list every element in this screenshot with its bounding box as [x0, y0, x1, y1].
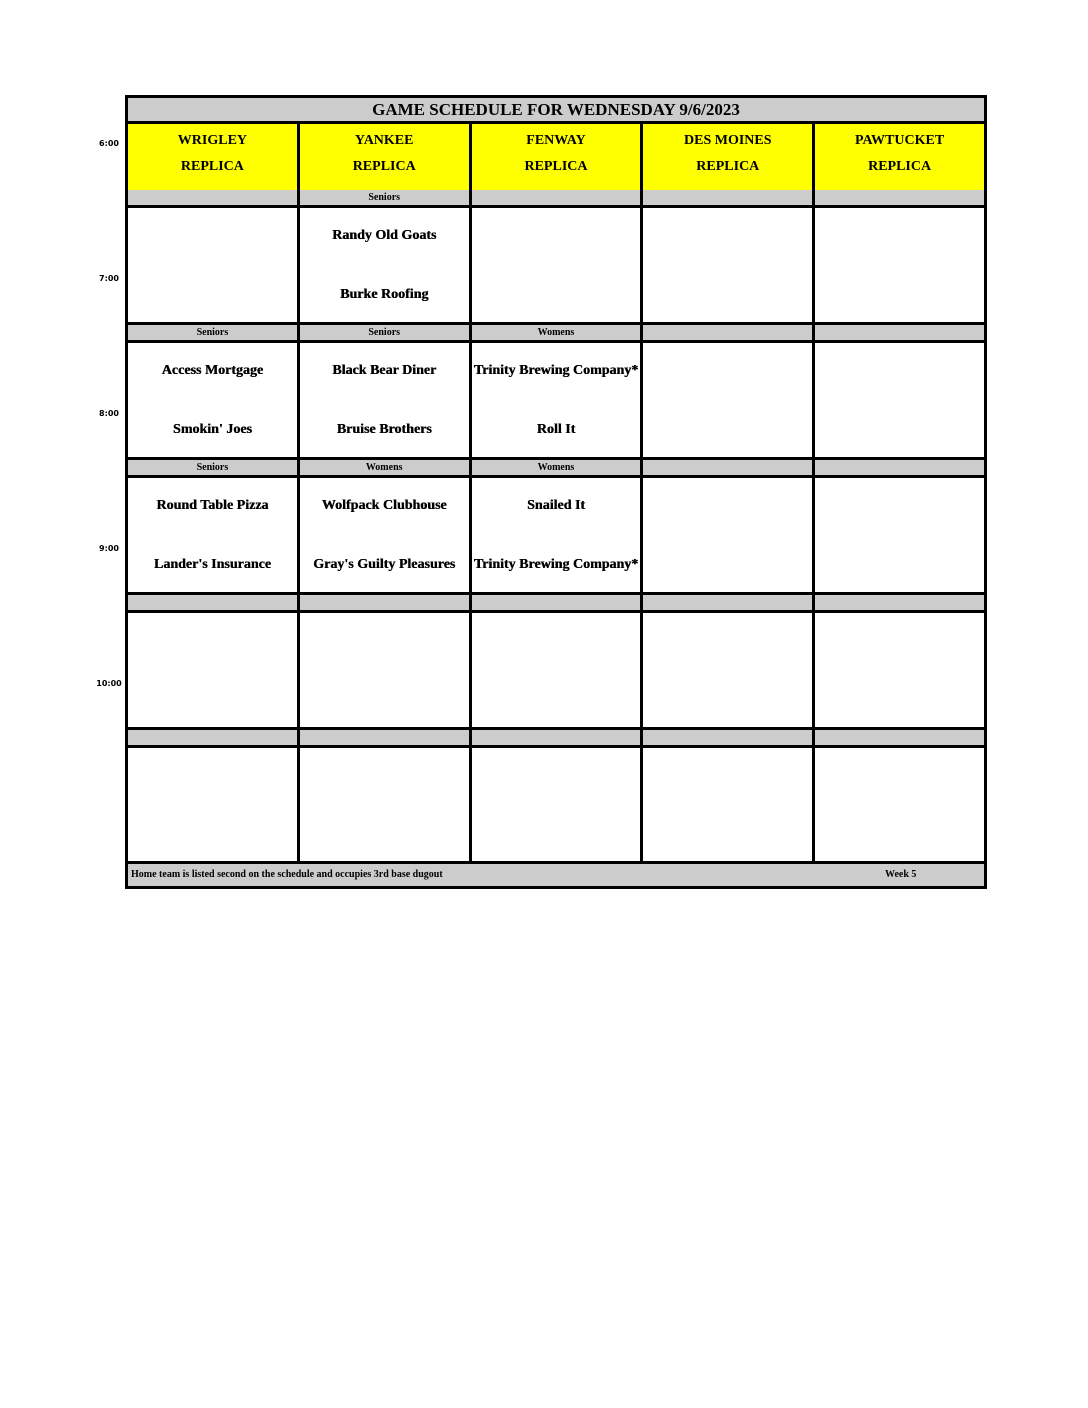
division-label: Seniors — [300, 190, 472, 205]
game-cell — [472, 343, 644, 457]
division-label — [815, 325, 984, 340]
game-cell — [643, 208, 815, 322]
home-team: Lander's Insurance — [153, 557, 271, 572]
game-cell — [815, 343, 984, 457]
field-header-row — [128, 124, 984, 193]
game-cell — [472, 748, 644, 862]
field-header-fenway — [472, 124, 644, 190]
game-cell — [300, 343, 472, 457]
division-row — [128, 595, 984, 613]
game-cell — [815, 748, 984, 862]
division-label — [815, 595, 984, 610]
division-label — [643, 190, 815, 205]
field-name: YANKEE — [354, 133, 414, 148]
away-team: Access Mortgage — [161, 363, 264, 378]
division-label: Seniors — [300, 325, 472, 340]
field-header-pawtucket — [815, 124, 984, 190]
time-label: 6:00 — [99, 139, 119, 148]
time-label: 7:00 — [99, 274, 119, 283]
field-name: FENWAY — [526, 133, 586, 148]
game-cell — [643, 478, 815, 592]
game-schedule-table — [125, 95, 987, 889]
game-row — [128, 343, 984, 460]
division-label: Womens — [300, 460, 472, 475]
division-label — [815, 460, 984, 475]
division-label: Womens — [472, 460, 644, 475]
division-row — [128, 190, 984, 208]
home-team: Trinity Brewing Company* — [473, 557, 639, 572]
game-cell — [472, 613, 644, 727]
game-row — [128, 748, 984, 865]
game-cell — [472, 478, 644, 592]
away-team: Randy Old Goats — [332, 228, 437, 243]
division-label: Seniors — [128, 460, 300, 475]
division-label — [643, 595, 815, 610]
home-team: Gray's Guilty Pleasures — [313, 557, 456, 572]
field-header-yankee — [300, 124, 472, 190]
game-row — [128, 613, 984, 730]
division-label: Womens — [472, 325, 644, 340]
division-row — [128, 730, 984, 748]
game-cell — [300, 478, 472, 592]
game-cell — [300, 748, 472, 862]
division-row — [128, 325, 984, 343]
field-subtitle: REPLICA — [524, 159, 588, 174]
division-label — [643, 730, 815, 745]
week-label: Week 5 — [885, 869, 917, 880]
home-team: Burke Roofing — [340, 287, 429, 302]
division-label — [815, 730, 984, 745]
game-cell — [643, 343, 815, 457]
home-team: Roll It — [536, 422, 576, 437]
field-subtitle: REPLICA — [696, 159, 760, 174]
time-label: 9:00 — [99, 544, 119, 553]
division-label — [472, 730, 644, 745]
schedule-title: GAME SCHEDULE FOR WEDNESDAY 9/6/2023 — [128, 98, 984, 124]
time-slot-block — [128, 190, 984, 325]
game-cell — [815, 613, 984, 727]
division-label — [643, 325, 815, 340]
division-label — [643, 460, 815, 475]
home-team: Bruise Brothers — [336, 422, 432, 437]
game-cell — [815, 478, 984, 592]
game-cell — [128, 208, 300, 322]
field-subtitle: REPLICA — [868, 159, 932, 174]
game-cell — [128, 343, 300, 457]
field-subtitle: REPLICA — [352, 159, 416, 174]
away-team: Snailed It — [527, 498, 585, 513]
division-label — [300, 595, 472, 610]
division-label — [128, 730, 300, 745]
home-team-note: Home team is listed second on the schedule and occupies 3rd base dugout — [131, 869, 443, 880]
game-row — [128, 478, 984, 595]
time-slot-block — [128, 460, 984, 595]
field-subtitle: REPLICA — [180, 159, 244, 174]
field-name: PAWTUCKET — [854, 133, 945, 148]
division-label — [300, 730, 472, 745]
time-slot-block — [128, 595, 984, 730]
game-cell — [128, 478, 300, 592]
field-name: WRIGLEY — [177, 133, 248, 148]
field-header-des-moines — [643, 124, 815, 190]
division-label — [128, 190, 300, 205]
division-label — [472, 595, 644, 610]
game-cell — [128, 748, 300, 862]
game-cell — [300, 208, 472, 322]
away-team: Round Table Pizza — [156, 498, 269, 513]
time-slot-block — [128, 325, 984, 460]
division-label — [815, 190, 984, 205]
division-row — [128, 460, 984, 478]
time-label: 10:00 — [96, 679, 122, 688]
division-label: Seniors — [128, 325, 300, 340]
division-label — [128, 595, 300, 610]
home-team: Smokin' Joes — [172, 422, 252, 437]
field-header-wrigley — [128, 124, 300, 190]
field-name: DES MOINES — [684, 133, 772, 148]
away-team: Wolfpack Clubhouse — [321, 498, 447, 513]
game-cell — [472, 208, 644, 322]
away-team: Trinity Brewing Company* — [473, 363, 639, 378]
game-row — [128, 208, 984, 325]
time-slot-block — [128, 730, 984, 865]
away-team: Black Bear Diner — [332, 363, 437, 378]
game-cell — [643, 613, 815, 727]
time-label: 8:00 — [99, 409, 119, 418]
division-label — [472, 190, 644, 205]
game-cell — [815, 208, 984, 322]
game-cell — [128, 613, 300, 727]
schedule-footer — [128, 861, 984, 886]
game-cell — [300, 613, 472, 727]
game-cell — [643, 748, 815, 862]
